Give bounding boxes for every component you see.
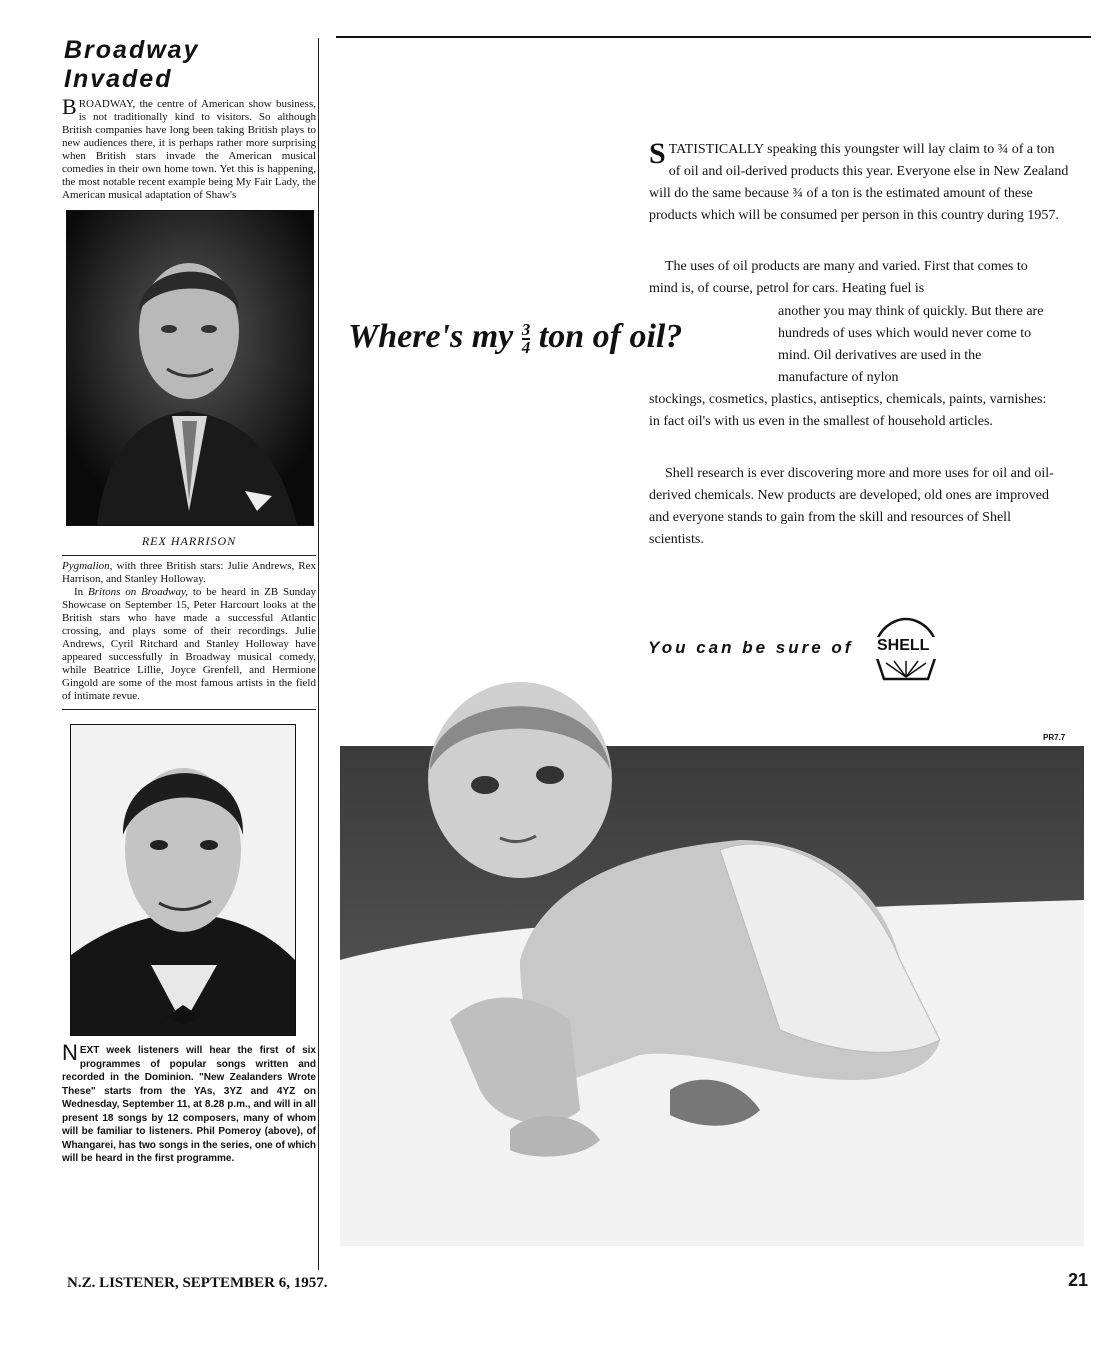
note-dropcap: N	[62, 1040, 78, 1065]
article-title: Broadway Invaded	[64, 36, 200, 93]
photo-caption: REX HARRISON	[141, 534, 237, 548]
article-paragraph: Pygmalion, with three British stars: Julie Andrews, Rex Harrison, and Stanley Holloway.	[62, 560, 317, 585]
ad-dropcap: S	[649, 137, 666, 170]
baby-illustration	[340, 660, 1084, 1246]
publication-footer: N.Z. LISTENER, SEPTEMBER 6, 1957.	[67, 1275, 328, 1291]
ad-headline: Where's my $\frac{3}{4}$ ton of oil?	[348, 318, 683, 358]
intro-dropcap: B	[62, 94, 77, 119]
caption-rule	[62, 555, 316, 556]
headline-fraction: $\frac{3}{4}$	[521, 320, 531, 358]
shell-logo-text: SHELL	[877, 637, 930, 654]
page-number: 21	[1068, 1270, 1089, 1290]
rex-harrison-photo	[66, 210, 314, 526]
portrait-illustration-2	[71, 725, 295, 1035]
baby-photo	[340, 660, 1084, 1246]
phil-pomeroy-photo	[70, 724, 296, 1036]
article-intro: BROADWAY, the centre of American show business, is not traditionally kind to visitors. So although British companies have long been taking British plays to new audiences there, it is perhaps rather more surprising when British stars invade the American musical comedies in their own home town. Yet this is happening, the most notable recent example being My Fair Lady, the American musical adaptation of Shaw's	[62, 94, 316, 201]
article-column	[62, 36, 316, 1166]
ad-paragraph-1: STATISTICALLY speaking this youngster will lay claim to ¾ of a ton of oil and oil-derived products this year. Everyone else in New Zealand will do the same because ¾ of a ton is the estimated amount of these products which will be consumed per person in this country during 1957.	[649, 137, 1069, 223]
ad-paragraph-3: Shell research is ever discovering more and more uses for oil and oil-derived chemicals. New products are developed, old ones are improved and everyone stands to gain from the skill and resources of Shell scientists.	[649, 466, 1054, 547]
portrait-illustration	[67, 211, 313, 525]
ad-top-rule	[336, 36, 1091, 38]
section-rule	[62, 709, 316, 710]
ad-paragraph-2c: stockings, cosmetics, plastics, antiseptics, chemicals, paints, varnishes: in fact oil's with us even in the smallest of household articles.	[649, 392, 1047, 429]
article-paragraph-2: In Britons on Broadway, to be heard in ZB Sunday Showcase on September 15, Peter Harcourt looks at the British stars who have made a successful Atlantic crossing, and plays some of their recordings. Julie Andrews, Cyril Ritchard and Stanley Holloway have appeared successfully in Broadway musical comedy, while Beatrice Lillie, Joyce Grenfell, and Hermione Gingold are some of the most famous artists in the field of intimate revue.	[62, 586, 317, 702]
ad-slogan: You can be sure of	[648, 638, 854, 657]
programme-note: NEXT week listeners will hear the first of six programmes of popular songs written and recorded in the Dominion. "New Zealanders Wrote These" starts from the YAs, 3YZ and 4YZ on Wednesday, September 11, at 8.28 p.m., and will in all present 18 songs by 12 composers, many of whom will be familiar to listeners. Phil Pomeroy (above), of Whangarei, has two songs in the series, one of which will be heard in the first programme.	[62, 1040, 316, 1164]
ad-paragraph-2b: another you may think of quickly. But there are hundreds of uses which would never come to mind. Oil derivatives are used in the manufacture of nylon	[778, 304, 1044, 385]
ad-paragraph-2a: The uses of oil products are many and varied. First that comes to mind is, of course, petrol for cars. Heating fuel is	[649, 259, 1028, 296]
column-divider	[318, 38, 319, 1270]
ad-code: PR7.7	[1043, 733, 1066, 742]
